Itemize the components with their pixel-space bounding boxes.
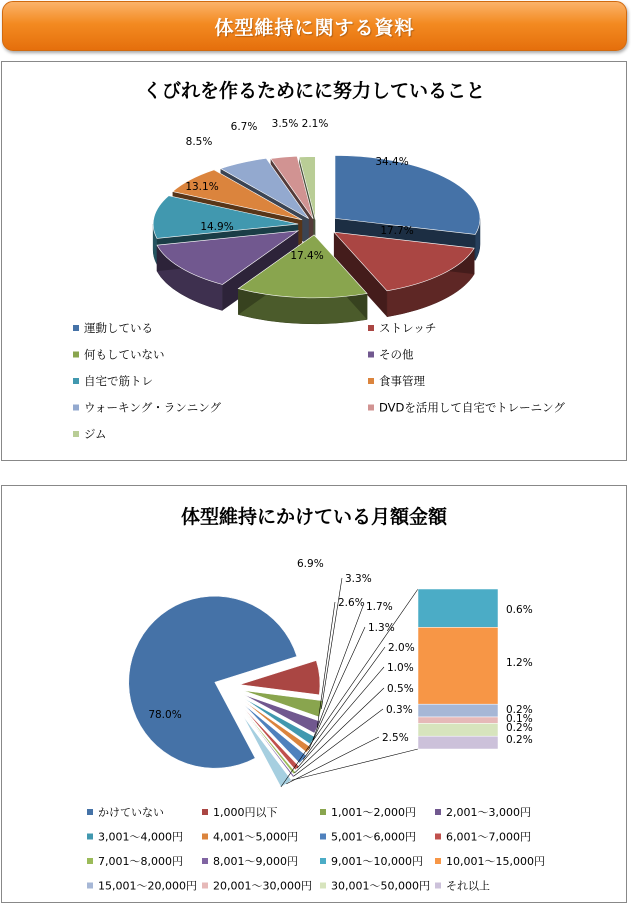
legend-swatch [320, 883, 326, 889]
chart-panel-spending [1, 485, 627, 903]
leader-line [317, 602, 335, 727]
legend-label: 4,001〜5,000円 [213, 830, 298, 844]
legend-label: 20,001〜30,000円 [213, 879, 312, 893]
data-label: 13.1% [185, 181, 219, 193]
legend-label: 15,001〜20,000円 [98, 879, 197, 893]
chart-panel-effort [1, 61, 627, 461]
legend-label: 7,001〜8,000円 [98, 855, 183, 868]
legend-swatch [202, 883, 208, 889]
data-label: 34.4% [375, 156, 409, 168]
legend-label: 2,001〜3,000円 [446, 806, 531, 819]
chart-title: くびれを作るためにに努力していること [142, 80, 485, 102]
page-title: 体型維持に関する資料 [214, 16, 415, 39]
data-label: 3.3% [345, 573, 372, 585]
pie-chart-spending [2, 486, 626, 902]
legend-swatch [435, 834, 441, 840]
data-label: 8.5% [185, 136, 213, 148]
chart-title: 体型維持にかけている月額金額 [180, 506, 447, 528]
data-label: 1.3% [368, 622, 395, 634]
data-label: 0.5% [387, 683, 414, 695]
page-header-banner [2, 1, 627, 51]
data-label: 0.2% [506, 704, 533, 716]
bar-segment [418, 717, 498, 723]
bar-segment [418, 589, 498, 627]
legend-label: 6,001〜7,000円 [446, 830, 531, 844]
data-label: 0.2% [506, 734, 533, 746]
legend-swatch [73, 352, 79, 358]
legend-label: 自宅で筋トレ [84, 374, 153, 388]
legend-swatch [73, 378, 79, 384]
legend-swatch [202, 834, 208, 840]
legend-label: ストレッチ [379, 321, 437, 335]
legend-swatch [87, 809, 93, 815]
bar-segment [418, 627, 498, 704]
data-label: 6.7% [230, 121, 258, 133]
legend-swatch [320, 809, 326, 815]
legend-label: 3,001〜4,000円 [98, 830, 183, 844]
legend-swatch [368, 352, 374, 358]
legend-swatch [87, 883, 93, 889]
data-label: 1.2% [506, 657, 533, 669]
data-label: 1.7% [366, 601, 393, 613]
data-label: 3.5% [271, 118, 299, 130]
data-label: 2.6% [338, 597, 365, 609]
legend-label: 食事管理 [379, 374, 425, 388]
data-label: 6.9% [297, 558, 324, 570]
pie-chart-effort [2, 62, 626, 460]
legend-label: 何もしていない [84, 347, 165, 362]
legend-swatch [320, 834, 326, 840]
data-label: 78.0% [148, 709, 182, 721]
legend-swatch [73, 431, 79, 437]
legend-label: 8,001〜9,000円 [213, 855, 298, 868]
legend-swatch [73, 325, 79, 331]
legend-swatch [368, 378, 374, 384]
data-label: 0.2% [506, 722, 533, 734]
legend-label: ジム [84, 427, 107, 441]
legend-swatch [73, 405, 79, 411]
bar-segment [418, 736, 498, 749]
legend-label: 1,001〜2,000円 [331, 806, 416, 819]
legend-swatch [368, 325, 374, 331]
bar-segment [418, 704, 498, 717]
legend-label: 10,001〜15,000円 [446, 855, 545, 868]
connector-line [291, 749, 418, 780]
legend-label: 30,001〜50,000円 [331, 879, 430, 893]
bar-segment [418, 723, 498, 736]
data-label: 0.3% [386, 704, 413, 716]
legend-swatch [87, 834, 93, 840]
data-label: 17.7% [380, 225, 414, 237]
legend-swatch [202, 858, 208, 864]
legend-label: 運動している [84, 321, 153, 335]
leader-line [313, 606, 363, 741]
data-label: 1.0% [387, 662, 414, 674]
legend-swatch [87, 858, 93, 864]
legend-label: それ以上 [446, 879, 490, 893]
legend-label: その他 [379, 347, 414, 362]
legend-label: 1,000円以下 [213, 806, 278, 819]
legend-swatch [435, 883, 441, 889]
legend-label: かけていない [98, 806, 164, 819]
data-label: 2.5% [382, 732, 409, 744]
legend-swatch [368, 405, 374, 411]
legend-swatch [320, 858, 326, 864]
legend-swatch [435, 809, 441, 815]
legend-swatch [435, 858, 441, 864]
data-label: 2.0% [388, 642, 415, 654]
data-label: 0.1% [506, 713, 533, 725]
legend-label: DVDを活用して自宅でトレーニング [379, 400, 565, 415]
data-label: 2.1% [301, 118, 329, 130]
legend-label: ウォーキング・ランニング [84, 400, 221, 415]
data-label: 14.9% [200, 221, 234, 233]
legend-swatch [202, 809, 208, 815]
legend-label: 5,001〜6,000円 [331, 830, 416, 844]
legend-label: 9,001〜10,000円 [331, 855, 423, 868]
data-label: 17.4% [290, 250, 324, 262]
data-label: 0.6% [506, 604, 533, 616]
